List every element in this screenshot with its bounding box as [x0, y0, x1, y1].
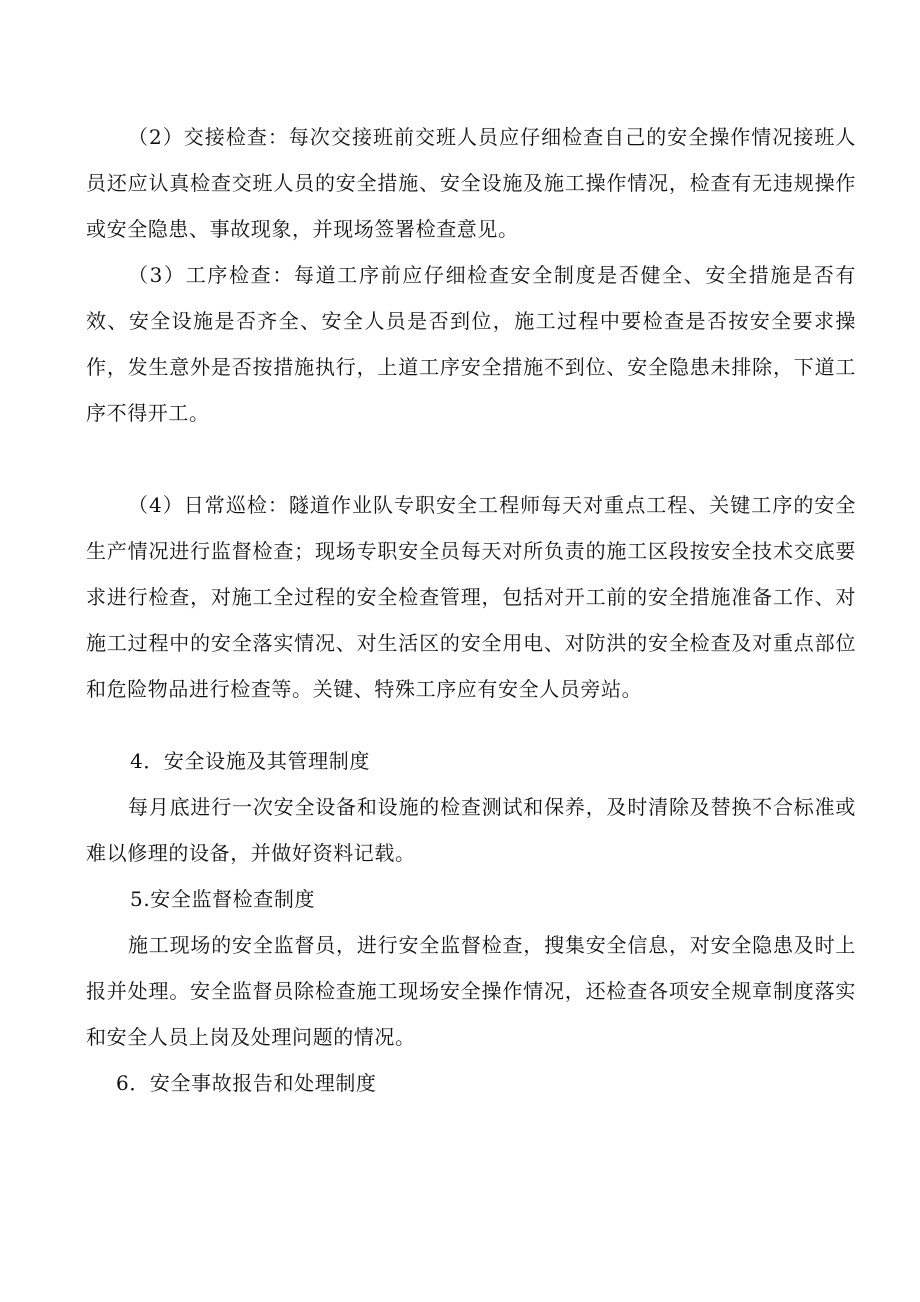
- paragraph-safety-facilities: 每月底进行一次安全设备和设施的检查测试和保养，及时清除及替换不合标准或难以修理的设备，并做好资料记载。: [86, 795, 856, 865]
- heading-safety-supervision: 5.安全监督检查制度: [130, 887, 316, 911]
- heading-safety-facilities: 4．安全设施及其管理制度: [130, 749, 370, 773]
- paragraph-process-inspection: （3）工序检查：每道工序前应仔细检查安全制度是否健全、安全措施是否有效、安全设施是否齐全、安全人员是否到位，施工过程中要检查是否按安全要求操作，发生意外是否按措施执行，上道工序安全措施不到位、安全隐患未排除，下道工序不得开工。: [86, 263, 856, 425]
- heading-accident-reporting: 6．安全事故报告和处理制度: [116, 1071, 377, 1095]
- paragraph-safety-supervision: 施工现场的安全监督员，进行安全监督检查，搜集安全信息，对安全隐患及时上报并处理。安全监督员除检查施工现场安全操作情况，还检查各项安全规章制度落实和安全人员上岗及处理问题的情况。: [86, 933, 856, 1049]
- paragraph-handover-inspection: （2）交接检查：每次交接班前交班人员应仔细检查自己的安全操作情况接班人员还应认真检查交班人员的安全措施、安全设施及施工操作情况，检查有无违规操作或安全隐患、事故现象，并现场签署检查意见。: [86, 125, 856, 241]
- paragraph-daily-patrol: （4）日常巡检：隧道作业队专职安全工程师每天对重点工程、关键工序的安全生产情况进行监督检查；现场专职安全员每天对所负责的施工区段按安全技术交底要求进行检查，对施工全过程的安全检查管理，包括对开工前的安全措施准备工作、对施工过程中的安全落实情况、对生活区的安全用电、对防洪的安全检查及对重点部位和危险物品进行检查等。关键、特殊工序应有安全人员旁站。: [86, 493, 856, 701]
